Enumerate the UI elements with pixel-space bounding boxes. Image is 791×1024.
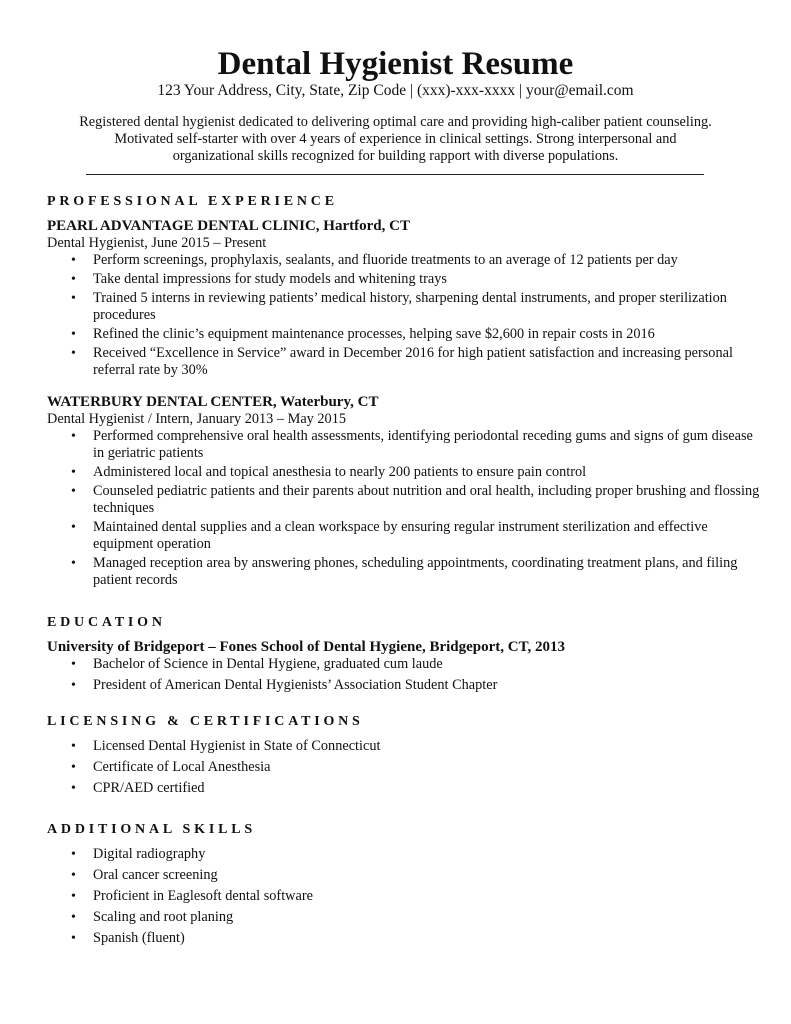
list-item [47, 271, 767, 288]
list-item [47, 780, 767, 797]
section-heading-skills: ADDITIONAL SKILLS [47, 822, 256, 837]
section-heading-experience: PROFESSIONAL EXPERIENCE [47, 194, 338, 209]
bullet-icon: • [71, 429, 76, 444]
bullet-icon: • [71, 739, 76, 754]
bullet-icon: • [71, 291, 76, 306]
list-item-text: Administered local and topical anesthesia to nearly 200 patients to ensure pain control [93, 464, 587, 480]
list-item-text: Received “Excellence in Service” award in December 2016 for high patient satisfaction and increasing personal referral rate by 30% [93, 345, 733, 378]
bullet-icon: • [71, 346, 76, 361]
list-item [47, 759, 767, 776]
bullet-icon: • [71, 868, 76, 883]
bullet-icon: • [71, 520, 76, 535]
job-role: Dental Hygienist / Intern, January 2013 – May 2015 [47, 411, 346, 427]
list-item-text: Performed comprehensive oral health assessments, identifying periodontal receding gums and signs of gum disease in geriatric patients [93, 428, 753, 461]
list-item-text: Managed reception area by answering phones, scheduling appointments, coordinating treatment plans, and filing patient records [93, 555, 738, 588]
section-heading-licensing: LICENSING & CERTIFICATIONS [47, 714, 364, 729]
education-bullets [47, 656, 767, 694]
list-item-text: Trained 5 interns in reviewing patients’ medical history, sharpening dental instruments, and proper sterilization procedures [93, 290, 727, 323]
list-item [47, 326, 767, 343]
list-item-text: CPR/AED certified [93, 780, 205, 796]
list-item-text: Spanish (fluent) [93, 930, 185, 946]
bullet-icon: • [71, 931, 76, 946]
list-item [47, 867, 767, 884]
list-item-text: Scaling and root planing [93, 909, 234, 925]
list-item [47, 555, 767, 589]
summary-line: organizational skills recognized for building rapport with diverse populations. [172, 148, 619, 164]
bullet-icon: • [71, 272, 76, 287]
bullet-icon: • [71, 910, 76, 925]
bullet-icon: • [71, 657, 76, 672]
bullet-icon: • [71, 847, 76, 862]
list-item [47, 464, 767, 481]
list-item-text: Take dental impressions for study models and whitening trays [93, 271, 447, 287]
list-item [47, 738, 767, 755]
bullet-icon: • [71, 889, 76, 904]
bullet-icon: • [71, 760, 76, 775]
bullet-icon: • [71, 556, 76, 571]
job-bullets [47, 252, 767, 379]
list-item-text: Counseled pediatric patients and their parents about nutrition and oral health, including proper brushing and flossing techniques [93, 483, 760, 516]
list-item-text: Refined the clinic’s equipment maintenance processes, helping save $2,600 in repair costs in 2016 [93, 326, 655, 342]
education-section [47, 614, 767, 698]
school-name: University of Bridgeport – Fones School of Dental Hygiene, Bridgeport, CT, 2013 [47, 639, 566, 655]
list-item-text: Licensed Dental Hygienist in State of Connecticut [93, 738, 381, 754]
list-item [47, 888, 767, 905]
list-item-text: Maintained dental supplies and a clean workspace by ensuring regular instrument sterilization and effective equipment operation [93, 519, 708, 552]
list-item-text: Bachelor of Science in Dental Hygiene, graduated cum laude [93, 656, 443, 672]
resume-title: Dental Hygienist Resume [217, 46, 574, 82]
bullet-icon: • [71, 678, 76, 693]
job-employer: WATERBURY DENTAL CENTER, Waterbury, CT [47, 394, 379, 410]
list-item [47, 483, 767, 517]
summary-line: Registered dental hygienist dedicated to delivering optimal care and providing high-caliber patient counseling. [79, 114, 712, 130]
job-bullets [47, 428, 767, 589]
skills-bullets [47, 846, 767, 947]
experience-section [47, 193, 767, 591]
skills-section [47, 821, 767, 951]
job-role: Dental Hygienist, June 2015 – Present [47, 235, 267, 251]
job-entry [47, 393, 767, 589]
contact-line: 123 Your Address, City, State, Zip Code | (xxx)-xxx-xxxx | your@email.com [157, 82, 634, 99]
list-item-text: Certificate of Local Anesthesia [93, 759, 271, 775]
divider-rule [86, 174, 704, 175]
list-item [47, 677, 767, 694]
job-entry [47, 217, 767, 379]
bullet-icon: • [71, 781, 76, 796]
licensing-section [47, 713, 767, 801]
bullet-icon: • [71, 484, 76, 499]
list-item-text: Proficient in Eaglesoft dental software [93, 888, 313, 904]
list-item [47, 290, 767, 324]
list-item [47, 252, 767, 269]
bullet-icon: • [71, 327, 76, 342]
list-item-text: President of American Dental Hygienists’ Association Student Chapter [93, 677, 498, 693]
list-item-text: Digital radiography [93, 846, 206, 862]
bullet-icon: • [71, 253, 76, 268]
job-employer: PEARL ADVANTAGE DENTAL CLINIC, Hartford, CT [47, 218, 410, 234]
list-item [47, 930, 767, 947]
licensing-bullets [47, 738, 767, 797]
bullet-icon: • [71, 465, 76, 480]
summary-line: Motivated self-starter with over 4 years of experience in clinical settings. Strong interpersonal and [114, 131, 677, 147]
list-item-text: Oral cancer screening [93, 867, 218, 883]
list-item [47, 519, 767, 553]
list-item-text: Perform screenings, prophylaxis, sealants, and fluoride treatments to an average of 12 patients per day [93, 252, 678, 268]
summary [30, 114, 761, 165]
section-heading-education: EDUCATION [47, 615, 166, 630]
list-item [47, 656, 767, 673]
list-item [47, 846, 767, 863]
list-item [47, 909, 767, 926]
list-item [47, 428, 767, 462]
list-item [47, 345, 767, 379]
